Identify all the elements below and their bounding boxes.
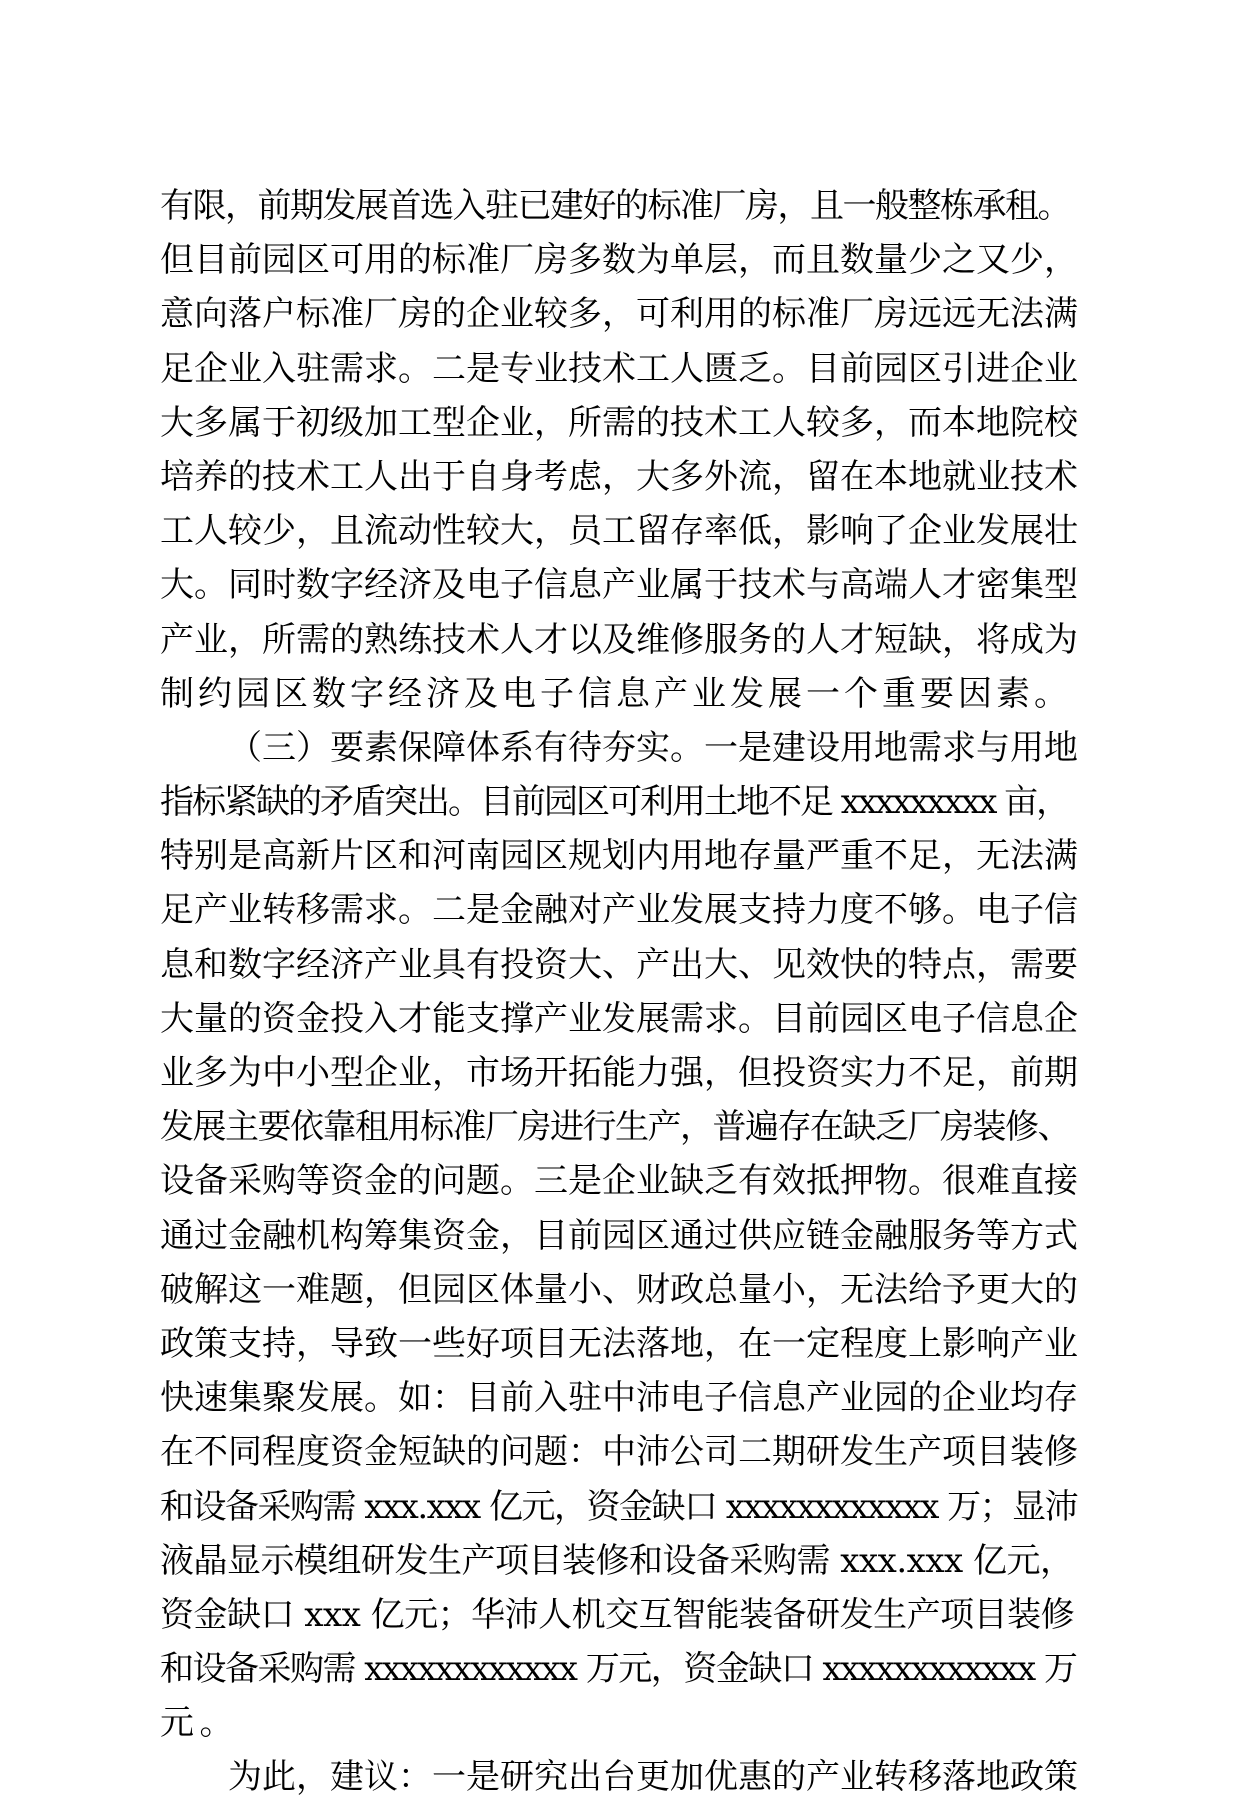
text-line: 足企业入驻需求。二是专业技术工人匮乏。目前园区引进企业 [160,348,1078,389]
text-line: 设备采购等资金的问题。三是企业缺乏有效抵押物。很难直接 [160,1161,1078,1202]
text-line: 大多属于初级加工型企业，所需的技术工人较多，而本地院校 [160,402,1078,443]
section-heading-line: （三）要素保障体系有待夯实。一是建设用地需求与用地 [228,727,1078,768]
text-line: 业多为中小型企业，市场开拓能力强，但投资实力不足，前期 [160,1053,1078,1093]
text-line: 足产业转移需求。二是金融对产业发展支持力度不够。电子信 [160,890,1078,931]
text-line: 工人较少，且流动性较大，员工留存率低，影响了企业发展壮 [160,511,1078,552]
text-line: 特别是高新片区和河南园区规划内用地存量严重不足，无法满 [160,836,1078,877]
text-line: 大。同时数字经济及电子信息产业属于技术与高端人才密集型 [160,565,1078,606]
text-line: 通过金融机构筹集资金，目前园区通过供应链金融服务等方式 [160,1215,1078,1256]
text-line: 有限，前期发展首选入驻已建好的标准厂房，且一般整栋承租。 [160,186,1070,226]
text-line: 培养的技术工人出于自身考虑，大多外流，留在本地就业技术 [160,456,1078,497]
text-line: 破解这一难题，但园区体量小、财政总量小，无法给予更大的 [160,1269,1078,1310]
text-line: 和设备采购需 xxxxxxxxxxxx 万元，资金缺口 xxxxxxxxxxxx 万 [160,1649,1077,1690]
text-line: 意向落户标准厂房的企业较多，可利用的标准厂房远远无法满 [160,294,1078,335]
text-line: 大量的资金投入才能支撑产业发展需求。目前园区电子信息企 [160,998,1078,1039]
body-text [160,179,1080,1805]
text-line: 元。 [160,1703,239,1744]
text-line: 制约园区数字经济及电子信息产业发展一个重要因素。 [160,673,1072,714]
text-line: 快速集聚发展。如：目前入驻中沛电子信息产业园的企业均存 [160,1378,1078,1419]
text-line: 息和数字经济产业具有投资大、产出大、见效快的特点，需要 [160,944,1078,985]
text-line: 产业，所需的熟练技术人才以及维修服务的人才短缺，将成为 [160,619,1078,660]
recommendation-line: 为此，建议：一是研究出台更加优惠的产业转移落地政策 [228,1757,1078,1798]
text-line: 但目前园区可用的标准厂房多数为单层，而且数量少之又少， [160,240,1078,281]
text-line: 和设备采购需 xxx.xxx 亿元，资金缺口 xxxxxxxxxxxx 万；显沛 [160,1486,1078,1527]
text-line: 政策支持，导致一些好项目无法落地，在一定程度上影响产业 [160,1323,1078,1364]
text-line: 在不同程度资金短缺的问题：中沛公司二期研发生产项目装修 [160,1432,1078,1473]
text-line: 指标紧缺的矛盾突出。目前园区可利用土地不足 xxxxxxxxx 亩， [160,782,1069,823]
text-line: 资金缺口 xxx 亿元；华沛人机交互智能装备研发生产项目装修 [160,1594,1075,1635]
text-line: 发展主要依靠租用标准厂房进行生产，普遍存在缺乏厂房装修、 [160,1107,1070,1148]
text-line: 液晶显示模组研发生产项目装修和设备采购需 xxx.xxx 亿元， [160,1540,1074,1581]
